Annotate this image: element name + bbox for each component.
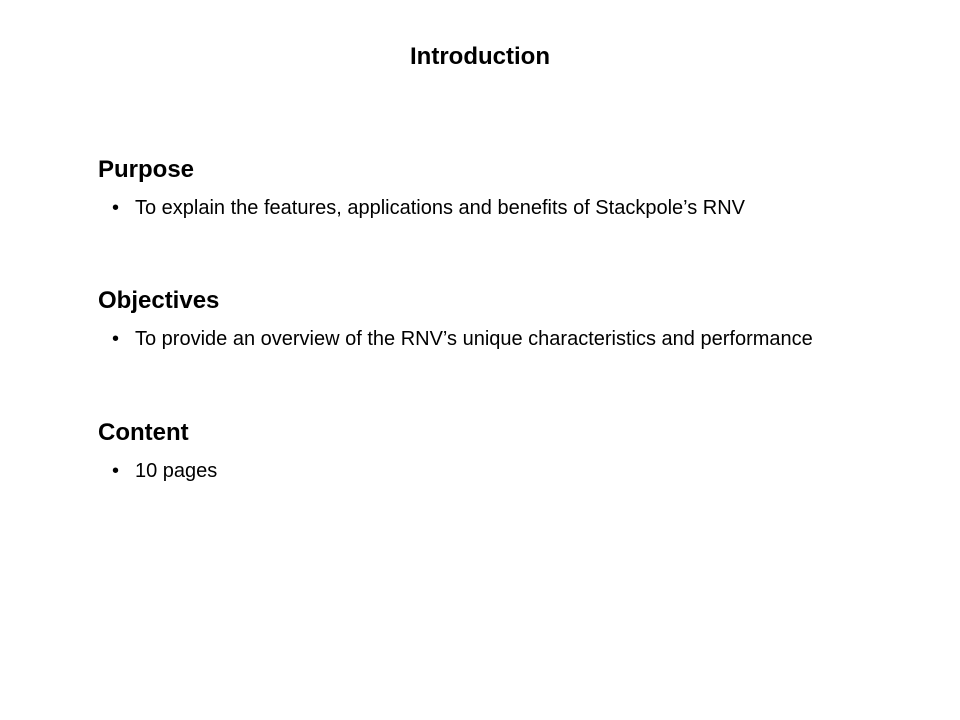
- bullet-item: [98, 327, 838, 351]
- section-heading-purpose: Purpose: [98, 156, 195, 183]
- bullet-text: To explain the features, applications and benefits of Stackpole’s RNV: [135, 197, 745, 219]
- section-heading-objectives: Objectives: [98, 287, 220, 314]
- bullet-item: [98, 196, 838, 220]
- section-content: [98, 418, 838, 483]
- slide-title: Introduction: [410, 43, 550, 70]
- bullet-item: [98, 459, 838, 483]
- section-purpose: [98, 155, 838, 220]
- bullet-list-objectives: [98, 327, 838, 351]
- bullet-text: 10 pages: [135, 460, 218, 482]
- bullet-list-purpose: [98, 196, 838, 220]
- bullet-marker: •: [112, 460, 120, 482]
- bullet-list-content: [98, 459, 838, 483]
- section-objectives: [98, 286, 838, 351]
- bullet-marker: •: [112, 328, 120, 350]
- section-heading-content: Content: [98, 419, 189, 446]
- bullet-text: To provide an overview of the RNV’s unique characteristics and performance: [135, 328, 813, 350]
- bullet-marker: •: [112, 197, 120, 219]
